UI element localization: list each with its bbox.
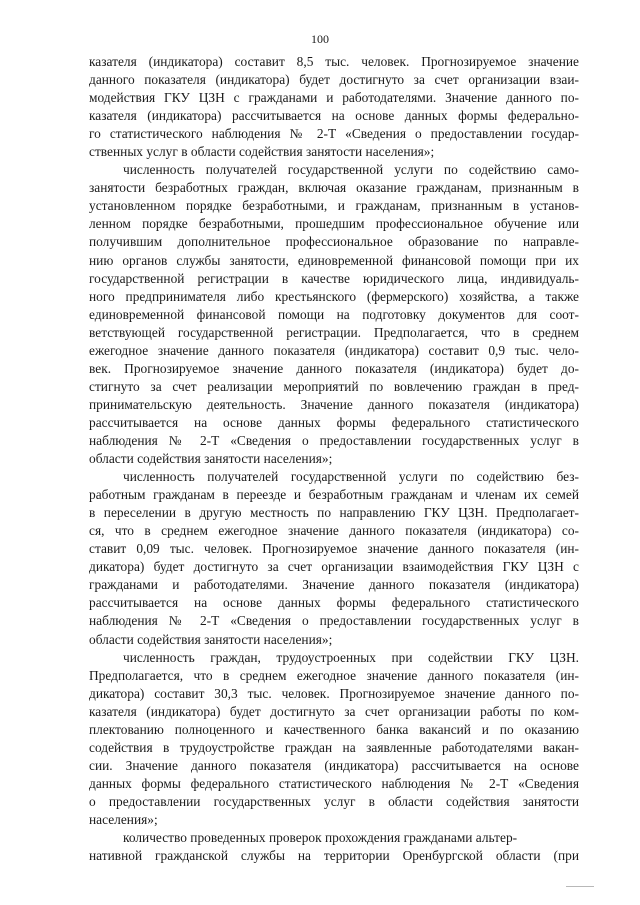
text-line: ставит 0,09 тыс. человек. Прогнозируемое значение данного показателя (ин- <box>89 541 579 557</box>
text-line: нию органов службы занятости, единовременной финансовой помощи при их <box>89 252 579 268</box>
text-line: получившим дополнительное профессиональное образование по направле- <box>89 234 579 250</box>
scan-artifact <box>566 886 594 887</box>
document-body <box>89 53 579 865</box>
text-line: модействия ГКУ ЦЗН с гражданами и работодателями. Значение данного по- <box>89 90 579 106</box>
text-line: рассчитывается на основе данных формы федерального статистического <box>89 595 579 611</box>
text-line: нативной гражданской службы на территории Оренбургской области (при <box>89 848 579 864</box>
text-line: ветствующей государственной регистрации. Предполагается, что в среднем <box>89 324 579 340</box>
text-line: данных формы федерального статистического наблюдения № 2-Т «Сведения <box>89 775 579 791</box>
text-line: численность получателей государственной услуги по содействию без- <box>123 469 579 485</box>
text-line: данного показателя (индикатора) будет достигнуто за счет организации взаи- <box>89 72 579 88</box>
text-line: работным гражданам в переезде и безработным гражданам и членам их семей <box>89 487 579 503</box>
text-line: единовременной финансовой помощи на подготовку документов для соот- <box>89 306 579 322</box>
text-line: установленном порядке безработными, и гражданам, признанным в установ- <box>89 198 579 214</box>
text-line: области содействия занятости населения»; <box>89 631 333 647</box>
text-line: численность граждан, трудоустроенных при содействии ГКУ ЦЗН. <box>123 649 579 665</box>
text-line: государственной регистрации в качестве юридического лица, индивидуаль- <box>89 270 579 286</box>
text-line: населения»; <box>89 811 158 827</box>
text-line: гражданами и работодателями. Значение данного показателя (индикатора) <box>89 577 579 593</box>
text-line: количество проведенных проверок прохождения гражданами альтер- <box>123 830 518 846</box>
page-number: 100 <box>311 32 329 46</box>
text-line: Предполагается, что в среднем ежегодное значение данного показателя (ин- <box>89 667 579 683</box>
text-line: о предоставлении государственных услуг в области содействия занятости <box>89 793 579 809</box>
text-line: ся, что в среднем ежегодное значение данного показателя (индикатора) со- <box>89 523 579 539</box>
text-line: век. Прогнозируемое значение данного показателя (индикатора) будет до- <box>89 360 579 376</box>
text-line: плектованию полноценного и качественного банка вакансий и по оказанию <box>89 721 579 737</box>
text-line: занятости безработных граждан, включая оказание гражданам, признанным в <box>89 180 579 196</box>
text-line: ного предпринимателя либо крестьянского (фермерского) хозяйства, а также <box>89 288 579 304</box>
text-line: ственных услуг в области содействия занятости населения»; <box>89 144 435 160</box>
text-line: дикатора) составит 30,3 тыс. человек. Прогнозируемое значение данного по- <box>89 685 579 701</box>
text-line: го статистического наблюдения № 2-Т «Сведения о предоставлении государ- <box>89 126 579 142</box>
text-line: ленном порядке безработными, прошедшим профессиональное обучение или <box>89 216 579 232</box>
text-line: рассчитывается на основе данных формы федерального статистического <box>89 414 579 430</box>
text-line: казателя (индикатора) составит 8,5 тыс. человек. Прогнозируемое значение <box>89 54 579 69</box>
text-line: численность получателей государственной услуги по содействию само- <box>123 162 579 178</box>
text-line: ежегодное значение данного показателя (индикатора) составит 0,9 тыс. чело- <box>89 342 579 358</box>
text-line: стигнуто за счет реализации мероприятий по вовлечению граждан в пред- <box>89 378 579 394</box>
text-line: содействия в трудоустройстве граждан на заявленные работодателями вакан- <box>89 739 579 755</box>
text-line: сии. Значение данного показателя (индикатора) рассчитывается на основе <box>89 757 579 773</box>
text-line: области содействия занятости населения»; <box>89 451 333 467</box>
text-line: казателя (индикатора) рассчитывается на основе данных формы федерально- <box>89 108 579 124</box>
text-line: дикатора) будет достигнуто за счет организации взаимодействия ГКУ ЦЗН с <box>89 559 579 575</box>
text-line: наблюдения № 2-Т «Сведения о предоставлении государственных услуг в <box>89 613 579 629</box>
text-line: в переселении в другую местность по направлению ГКУ ЦЗН. Предполагает- <box>89 505 579 521</box>
text-line: наблюдения № 2-Т «Сведения о предоставлении государственных услуг в <box>89 432 579 448</box>
text-line: казателя (индикатора) будет достигнуто за счет организации работы по ком- <box>89 703 579 719</box>
text-line: принимательскую деятельность. Значение данного показателя (индикатора) <box>89 396 579 412</box>
